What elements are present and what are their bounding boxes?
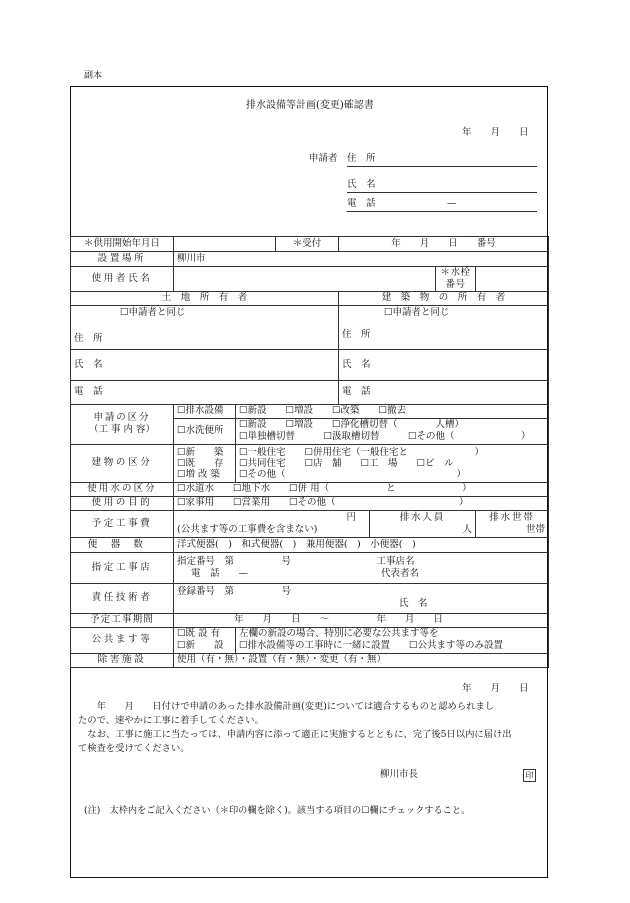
building-owner-name-cell[interactable] (339, 349, 549, 380)
building-use-options[interactable]: ☐一般住宅 ☐併用住宅（一般住宅と ） ☐共同住宅 ☐店 舗 ☐工 場 ☐ビ ル ☐その他（ ） (236, 444, 549, 482)
grease-trap-options[interactable]: 使用（有・無）・設置（有・無）・変更（有・無） (174, 653, 549, 667)
building-owner-header: 建 築 物 の 所 有 者 (339, 291, 549, 305)
toilet-count-fields[interactable]: 洋式便器( ) 和式便器( ) 兼用便器( ) 小便器( ) (174, 537, 549, 552)
toilet-count-label: 便器数 (71, 537, 174, 552)
meter-number-field[interactable] (476, 267, 549, 292)
water-type-options[interactable]: ☐水道水 ☐地下水 ☐併 用（ と ） (174, 482, 549, 496)
landowner-phone-cell[interactable] (71, 380, 339, 404)
building-owner-phone-cell[interactable] (339, 380, 549, 404)
applicant-label: 申請者 (309, 153, 338, 164)
applicant-name-label: 氏 名 (347, 179, 376, 190)
user-name-label: 使用者氏名 (71, 267, 174, 292)
form-title: 排水設備等計画(変更)確認書 (246, 100, 374, 111)
application-table (70, 236, 549, 668)
confirmation-para-1: 年 月 日付けで申請のあった排水設備計画(変更)については適合するものと認められまし (78, 701, 495, 712)
contractor-label: 指定工事店 (71, 552, 174, 583)
landowner-address-label: 住 所 (74, 332, 103, 344)
public-basin-label: 公共ます等 (71, 627, 174, 653)
estimated-cost-field[interactable]: 円 (公共ます等の工事費を含まない) (174, 510, 370, 537)
engineer-label: 責任技術者 (71, 583, 174, 613)
landowner-phone-label: 電 話 (74, 386, 103, 398)
application-type-label: 申請の区分 （工 事 内 容） (71, 404, 174, 444)
grease-trap-label: 除害施設 (71, 653, 174, 667)
estimated-cost-label: 予定工事費 (71, 510, 174, 537)
building-owner-address-label: 住 所 (342, 328, 371, 340)
drainage-equipment-checkbox[interactable]: ☐排水設備 (174, 404, 236, 418)
discharge-people-field[interactable]: 排水人員 人 (370, 510, 476, 537)
flush-toilet-options[interactable]: ☐新設 ☐増設 ☐浄化槽切替（ 人槽） ☐単独槽切替 ☐汲取槽切替 ☐その他（ ） (236, 418, 549, 444)
engineer-fields[interactable]: 登録番号 第 号 氏 名 (174, 583, 549, 613)
start-date-field[interactable] (174, 237, 276, 252)
landowner-name-label: 氏 名 (74, 358, 103, 370)
issuer-name: 柳川市長 (380, 769, 419, 780)
location-value[interactable]: 柳川市 (174, 252, 549, 267)
landowner-address-cell[interactable] (71, 305, 339, 349)
building-owner-same-checkbox[interactable]: ☐申請者と同じ (384, 306, 450, 318)
landowner-header: 土 地 所 有 者 (71, 291, 339, 305)
user-name-field[interactable] (174, 267, 436, 292)
public-basin-options[interactable]: 左欄の新設の場合、特別に必要な公共ます等を ☐排水設備等の工事時に一緒に設置 ☐公共ます等のみ設置 (236, 627, 549, 653)
confirmation-para-2: たので、速やかに工事に着手してください。 (78, 715, 264, 726)
building-owner-phone-label: 電 話 (342, 386, 371, 398)
drainage-work-options[interactable]: ☐新設 ☐増設 ☐改築 ☐撤去 (236, 404, 549, 418)
confirmation-para-4: て検査を受けてください。 (78, 743, 190, 754)
purpose-options[interactable]: ☐家事用 ☐営業用 ☐その他（ ） (174, 496, 549, 510)
purpose-label: 使用の目的 (71, 496, 174, 510)
applicant-phone-label: 電 話 (347, 198, 376, 209)
start-date-label: ＊供用開始年月日 (71, 237, 174, 252)
applicant-phone-field[interactable] (347, 199, 537, 212)
contractor-fields[interactable]: 指定番号 第 号 工事店名 電 話 — 代表者名 (174, 552, 549, 583)
applicant-name-field[interactable] (347, 180, 537, 193)
discharge-households-field[interactable]: 排水世帯 世帯 (476, 510, 549, 537)
confirmation-date: 年 月 日 (462, 683, 529, 694)
flush-toilet-checkbox[interactable]: ☐水洗便所 (174, 418, 236, 444)
applicant-address-label: 住 所 (347, 153, 376, 164)
receipt-value: 年 月 日 番号 (339, 237, 549, 252)
landowner-name-cell[interactable] (71, 349, 339, 380)
receipt-label: ＊受付 (276, 237, 339, 252)
meter-number-label: ＊水栓番号 (436, 267, 476, 292)
applicant-phone-dash: — (447, 198, 457, 209)
construction-period-field[interactable]: 年 月 日 ～ 年 月 日 (174, 613, 549, 627)
footer-note: (注) 太枠内をご記入ください（＊印の欄を除く)。該当する項目の☐欄にチェックすること。 (84, 805, 471, 816)
building-owner-address-cell[interactable] (339, 305, 549, 349)
seal-mark: 印 (523, 769, 536, 782)
public-basin-status[interactable]: ☐既 設 有 ☐新 設 (174, 627, 236, 653)
landowner-same-checkbox[interactable]: ☐申請者と同じ (120, 306, 186, 318)
applicant-address-field[interactable] (347, 154, 537, 167)
building-owner-name-label: 氏 名 (342, 358, 371, 370)
confirmation-para-3: なお、工事に施工に当たっては、申請内容に添って適正に実施するとともに、完了後5日以内に届け出 (78, 729, 512, 740)
building-type-label: 建物の区分 (71, 444, 174, 482)
header-date: 年 月 日 (462, 127, 529, 138)
location-label: 設置場所 (71, 252, 174, 267)
building-construction-options[interactable]: ☐新 築 ☐既 存 ☐増 改 築 (174, 444, 236, 482)
construction-period-label: 予定工事期間 (71, 613, 174, 627)
copy-label: 副本 (84, 71, 103, 81)
water-type-label: 使用水の区分 (71, 482, 174, 496)
